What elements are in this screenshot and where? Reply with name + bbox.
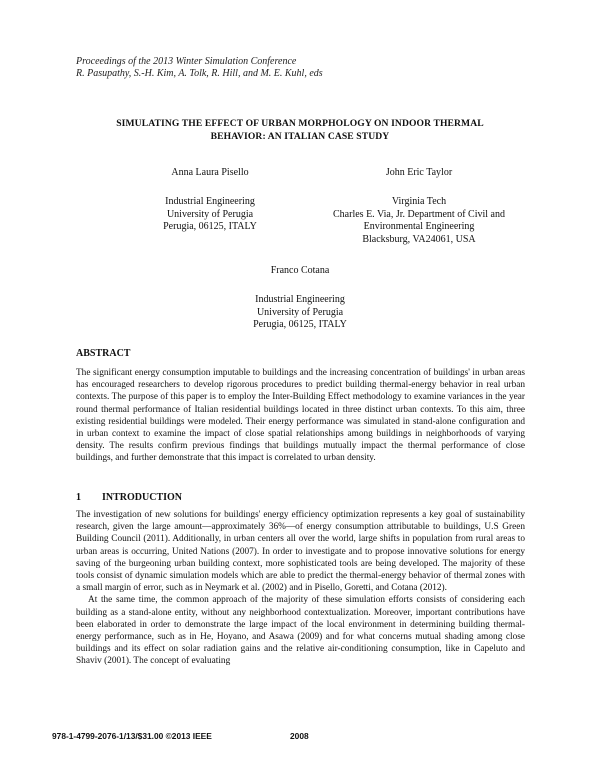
abstract-heading: ABSTRACT: [76, 348, 131, 359]
affiliation-line: Perugia, 06125, ITALY: [253, 319, 347, 331]
page-number: 2008: [290, 731, 309, 741]
section-number: 1: [76, 492, 81, 503]
affiliation-line: Charles E. Via, Jr. Department of Civil and: [333, 208, 505, 220]
title-line-1: SIMULATING THE EFFECT OF URBAN MORPHOLOGY ON INDOOR THERMAL: [116, 118, 484, 129]
section-title: INTRODUCTION: [102, 492, 183, 503]
section-heading: [76, 492, 182, 503]
proceedings-title: Proceedings of the 2013 Winter Simulation Conference: [76, 56, 297, 67]
author-block: [200, 265, 400, 332]
affiliation-line: Industrial Engineering: [165, 195, 255, 207]
proceedings-header: [76, 56, 323, 80]
affiliation-line: Blacksburg, VA24061, USA: [362, 234, 476, 246]
paragraph: The investigation of new solutions for buildings' energy efficiency optimization represents a key goal of sustainability research, given the large amount—approximately 36%—of energy consumption attributable to buildings, U.S Green Building Council (2011). Additionally, in urban centers all over the world, large shifts in population from rural areas to urban areas is occurring, United Nations (2007). In order to investigate and to propose innovative solutions for energy saving of the burgeoning urban building context, more sophisticated tools are being developed. The majority of these tools consist of dynamic simulation models which are able to predict the thermal-energy behavior of thermal zones with a small margin of error, such as in Neymark et al. (2002) and in Pisello, Goretti, and Cotana (2012).: [76, 510, 525, 594]
affiliation-line: Perugia, 06125, ITALY: [163, 221, 257, 233]
author-name: Anna Laura Pisello: [171, 167, 249, 178]
introduction-body: [76, 509, 525, 668]
author-block: [290, 167, 548, 247]
affiliation-line: Environmental Engineering: [363, 221, 475, 233]
author-name: John Eric Taylor: [385, 167, 453, 178]
copyright-footer: 978-1-4799-2076-1/13/$31.00 ©2013 IEEE: [52, 731, 212, 741]
proceedings-editors: R. Pasupathy, S.-H. Kim, A. Tolk, R. Hill, and M. E. Kuhl, eds: [76, 68, 323, 79]
affiliation-line: Virginia Tech: [391, 195, 447, 207]
affiliation-line: University of Perugia: [256, 306, 344, 318]
author-name: Franco Cotana: [270, 265, 330, 276]
abstract-text: The significant energy consumption imputable to buildings and the increasing concentration of buildings' in urban areas has encouraged researchers to develop rigorous procedures to predict building thermal-energy behavior in real urban contexts. The purpose of this paper is to employ the Inter-Building Effect methodology to examine variances in the year round thermal performance of Italian residential buildings located in three distinct urban contexts. To this aim, three existing residential buildings were modeled. Their energy performance was simulated in stand-alone configuration and in urban context to examine the impact of close spatial relationships among buildings in neighborhoods of varying density. The results confirm previous findings that buildings mutually impact the thermal performance of close buildings, and further demonstrate that this impact is correlated to urban density.: [76, 368, 525, 464]
affiliation-line: University of Perugia: [166, 208, 254, 220]
title-line-2: BEHAVIOR: AN ITALIAN CASE STUDY: [210, 130, 390, 142]
affiliation-line: Industrial Engineering: [255, 293, 345, 305]
author-block: [110, 167, 310, 234]
paragraph: At the same time, the common approach of the majority of these simulation efforts consists of considering each building as a stand-alone entity, without any neighborhood contextualization. Moreover, important contributions have been elaborated in order to demonstrate the large impact of the local environment in determining building thermal-energy performance, such as in He, Hoyano, and Asawa (2009) and for what concerns mutual shading among close buildings and its effect on solar radiation gains and the relative air-conditioning consumption, like in Capeluto and Shaviv (2001). The concept of evaluating: [76, 595, 525, 667]
paper-title: [60, 118, 540, 143]
